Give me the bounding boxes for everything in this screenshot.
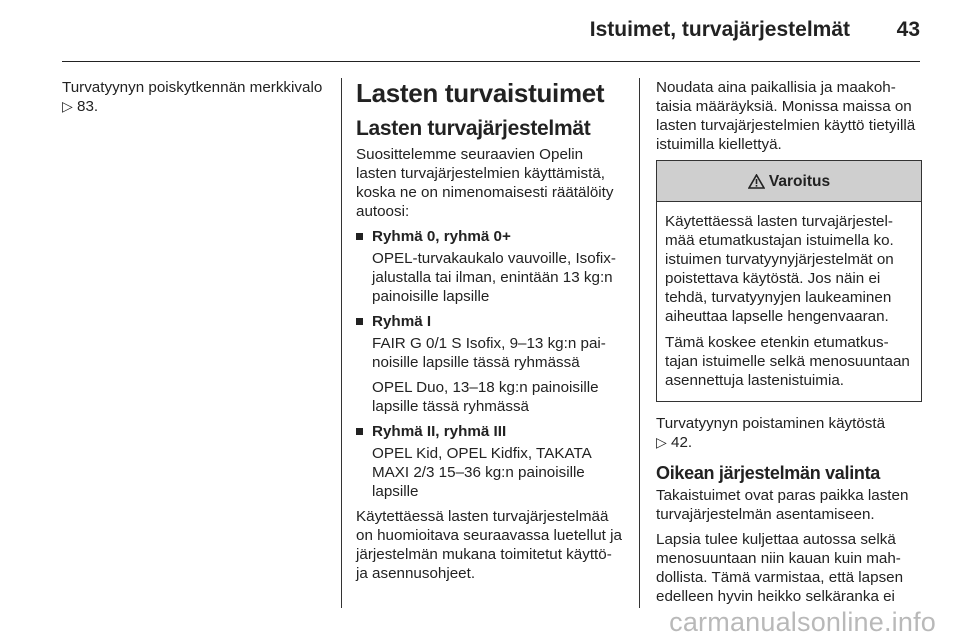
column-middle bbox=[356, 78, 624, 589]
column-divider-1 bbox=[341, 78, 342, 608]
warning-header bbox=[657, 161, 921, 202]
cross-reference-icon: ▷ bbox=[62, 98, 73, 114]
bullet-square-icon bbox=[356, 233, 363, 240]
page-title: Istuimet, turvajärjestelmät bbox=[589, 18, 850, 41]
body-paragraph: Lapsia tulee kuljettaa autossa selkä menosuuntaan niin kauan kuin mahdollista. Tämä varmistaa, että lapsen edelleen hyvin heikko selkäranka ei bbox=[656, 531, 904, 605]
column-right bbox=[656, 78, 922, 612]
warning-box bbox=[656, 160, 922, 402]
bullet-group-1: Ryhmä I bbox=[356, 312, 624, 331]
header-divider bbox=[62, 61, 920, 62]
warning-title: Varoitus bbox=[768, 172, 831, 190]
cross-reference-icon: ▷ bbox=[656, 434, 667, 450]
warning-body bbox=[657, 202, 921, 401]
bullet-group-0: Ryhmä 0, ryhmä 0+ bbox=[356, 227, 624, 246]
group-item: OPEL Kid, OPEL Kidfix, TAKATA MAXI 2/3 15–36 kg:n painoisille lapsille bbox=[372, 445, 591, 500]
body-paragraph: Takaistuimet ovat paras paikka lasten turvajärjestelmän asentamiseen. bbox=[656, 487, 909, 523]
airbag-indicator-note: Turvatyynyn poiskytkennän merkkivalo ▷ 83. bbox=[62, 79, 323, 115]
cross-reference-link[interactable]: 83. bbox=[77, 98, 99, 115]
bullet-square-icon bbox=[356, 428, 363, 435]
warning-paragraph: Käytettäessä lasten turvajärjestelmää etumatkustajan istuimella ko. istuimen turvatyynyjärjestelmät on poistettava käytöstä. Jos näin ei tehdä, turvatyynyjen laukeaminen aiheuttaa lapselle hengenvaaran. bbox=[665, 213, 894, 325]
page-header bbox=[0, 0, 960, 62]
group-item: FAIR G 0/1 S Isofix, 9–13 kg:n painoisille lapsille tässä ryhmässä bbox=[372, 335, 606, 371]
group-item: OPEL Duo, 13–18 kg:n painoisille lapsille tässä ryhmässä bbox=[372, 379, 599, 415]
regulations-paragraph: Noudata aina paikallisia ja maakohtaisia määräyksiä. Monissa maissa on lasten turvajärjestelmien käyttö tietyillä istuimilla kiellettyä. bbox=[656, 79, 916, 153]
page-number: 43 bbox=[896, 18, 920, 41]
closing-paragraph: Käytettäessä lasten turvajärjestelmää on huomioitava seuraavassa luetellut ja järjestelmän mukana toimitetut käyttö- ja asennusohjeet. bbox=[356, 508, 622, 582]
bullet-square-icon bbox=[356, 318, 363, 325]
watermark: carmanualsonline.info bbox=[669, 607, 936, 637]
column-divider-2 bbox=[639, 78, 640, 608]
intro-paragraph: Suosittelemme seuraavien Opelin lasten turvajärjestelmien käyttämistä, koska ne on nimenomaisesti räätälöity autoosi: bbox=[356, 146, 614, 220]
bullet-group-2: Ryhmä II, ryhmä III bbox=[356, 422, 624, 441]
subsection-heading: Lasten turvajärjestelmät bbox=[356, 117, 591, 140]
airbag-disable-note: Turvatyynyn poistaminen käytöstä ▷ 42. bbox=[656, 415, 886, 451]
column-left bbox=[62, 78, 324, 122]
cross-reference-link[interactable]: 42. bbox=[671, 434, 693, 451]
warning-triangle-icon bbox=[748, 174, 765, 189]
group-item: OPEL-turvakaukalo vauvoille, Isofix-jalustalla tai ilman, enintään 13 kg:n painoisille lapsille bbox=[372, 250, 616, 305]
section-heading-choice: Oikean järjestelmän valinta bbox=[656, 463, 881, 483]
warning-paragraph: Tämä koskee etenkin etumatkustajan istuimelle selkä menosuuntaan asennettuja lastenistuimia. bbox=[665, 334, 910, 389]
section-heading: Lasten turvaistuimet bbox=[356, 78, 605, 108]
